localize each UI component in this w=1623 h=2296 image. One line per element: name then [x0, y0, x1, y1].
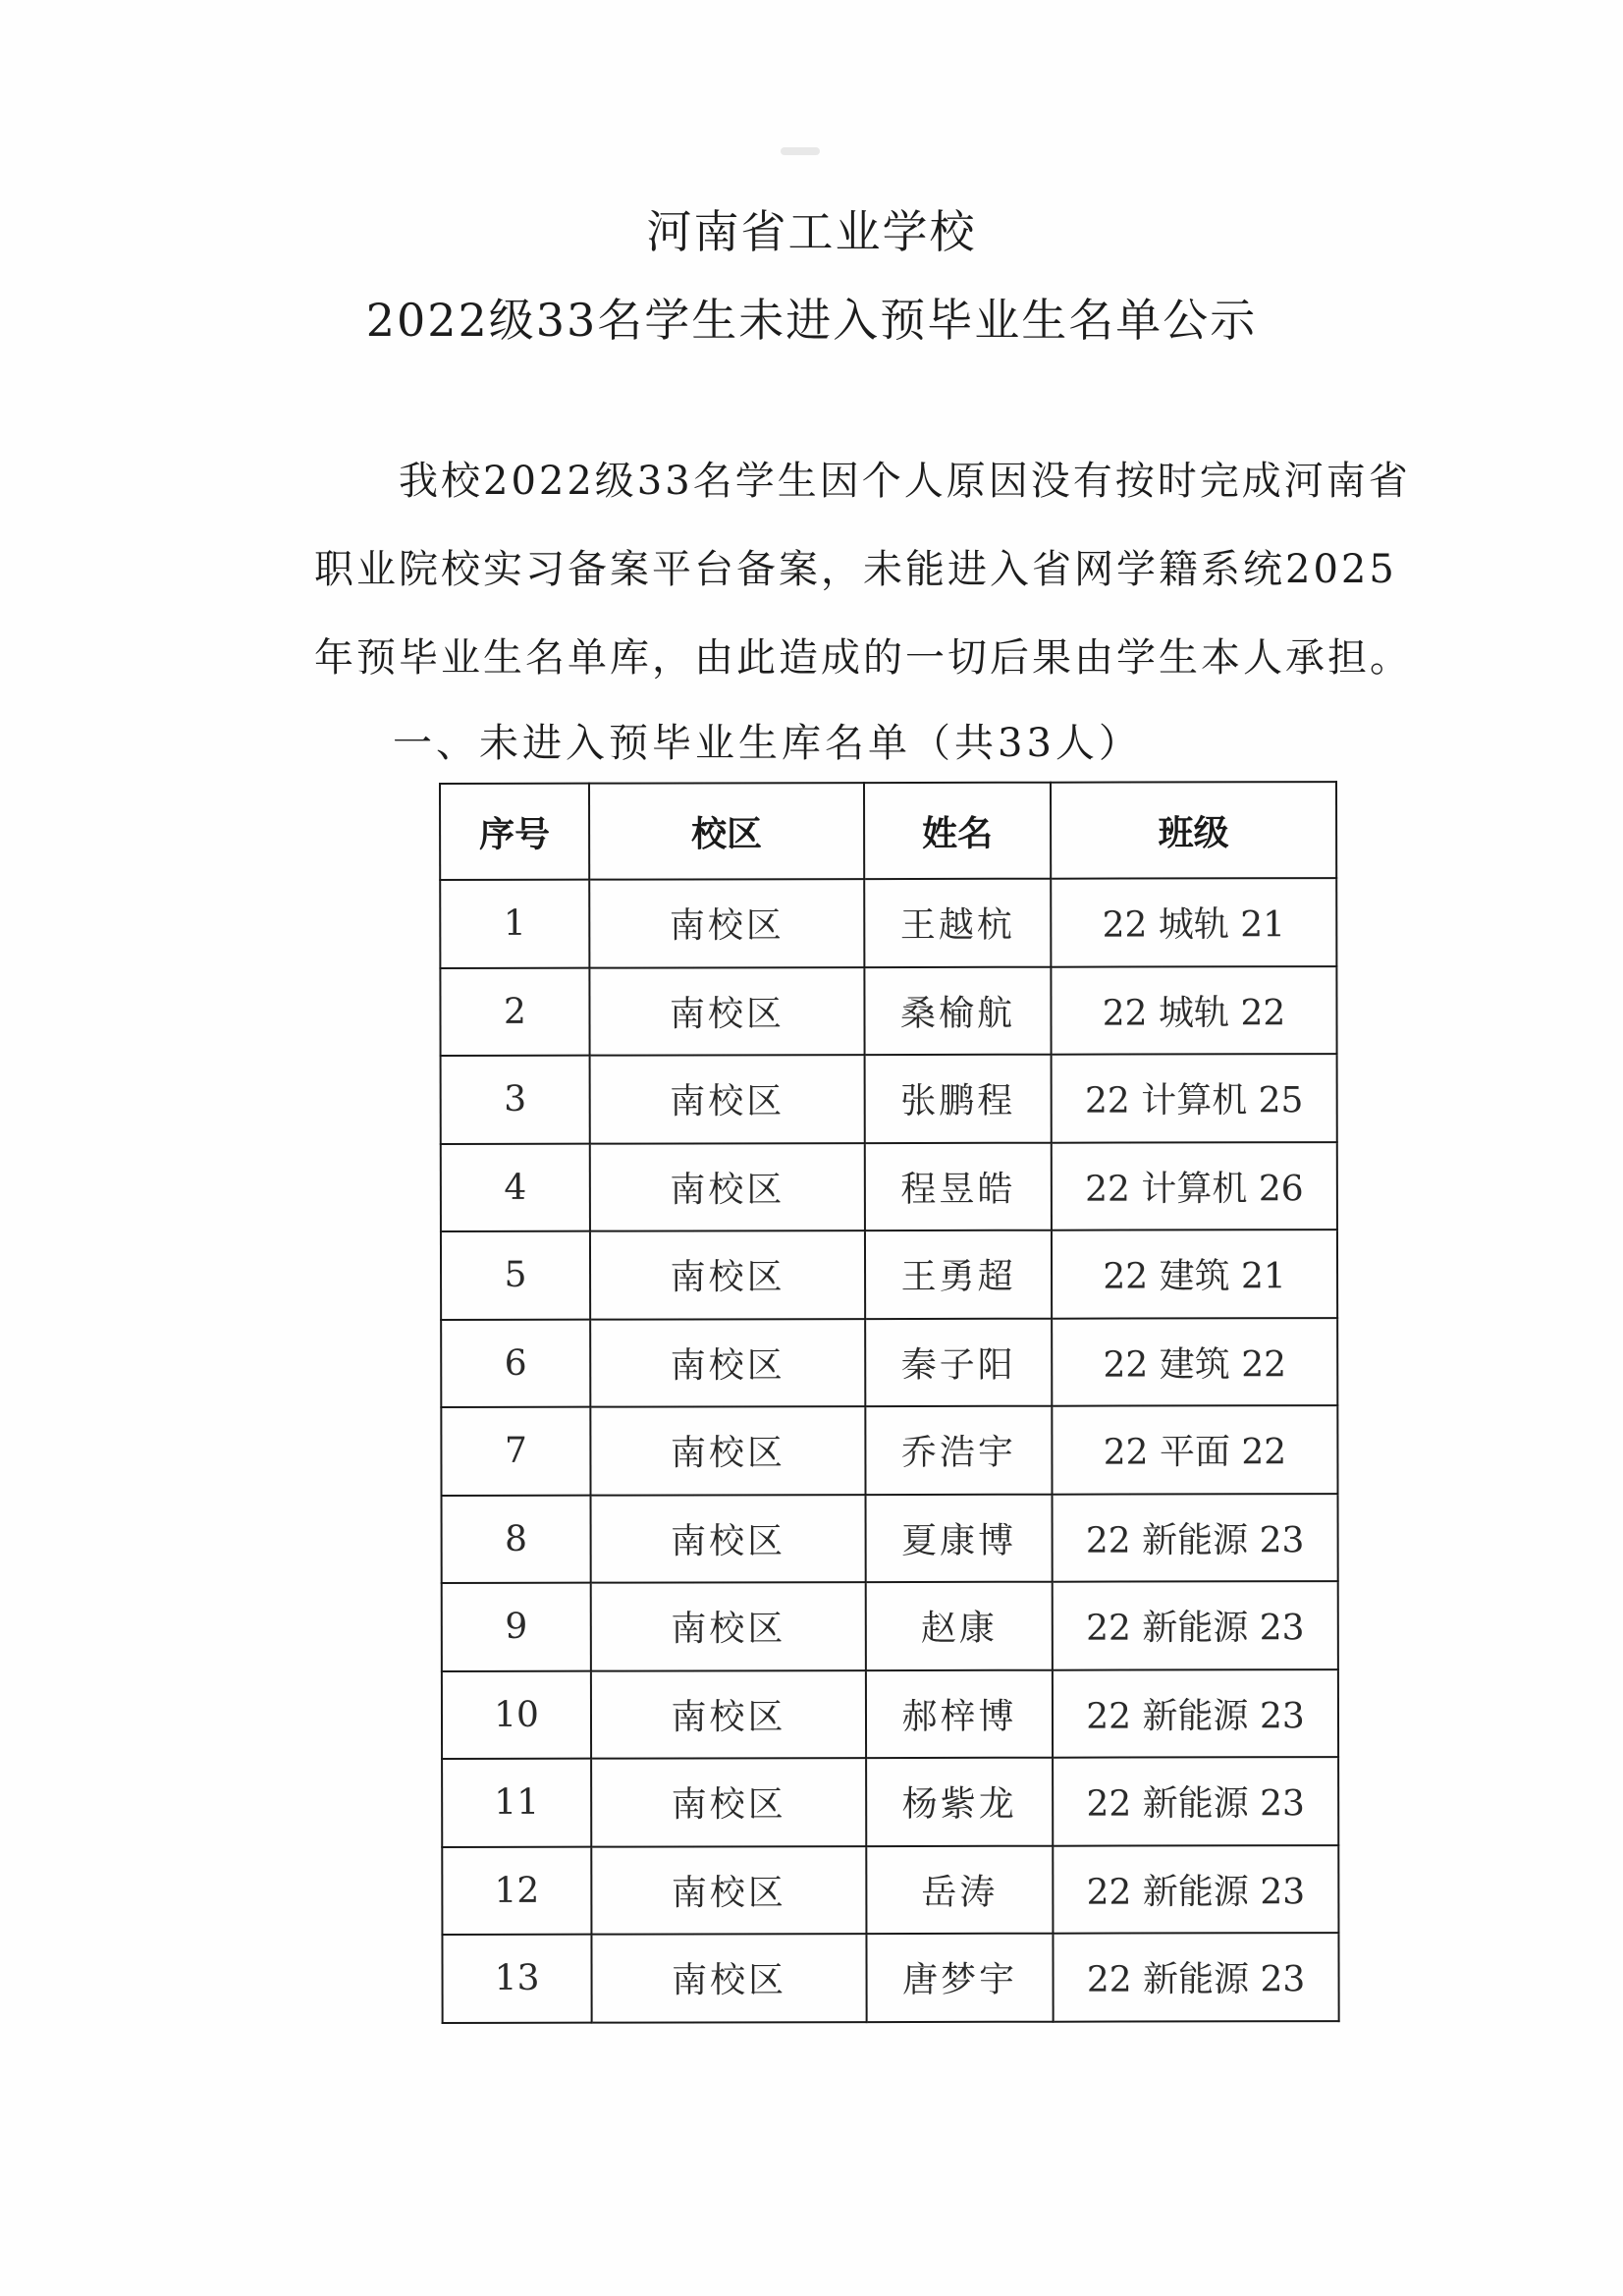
cell-index: 7	[441, 1407, 590, 1496]
cell-class: 22 城轨 21	[1051, 878, 1336, 966]
table-row	[442, 1933, 1338, 2022]
table-row	[441, 1318, 1337, 1407]
cell-class: 22 新能源 23	[1053, 1669, 1338, 1758]
cell-name: 秦子阳	[865, 1318, 1052, 1406]
cell-index: 12	[442, 1846, 591, 1935]
cell-class: 22 新能源 23	[1053, 1494, 1338, 1582]
cell-campus: 南校区	[589, 879, 864, 967]
cell-class: 22 新能源 23	[1053, 1581, 1338, 1669]
cell-index: 2	[440, 967, 589, 1056]
header-index: 序号	[440, 784, 589, 880]
cell-index: 5	[441, 1231, 590, 1320]
cell-campus: 南校区	[591, 1846, 866, 1935]
cell-class: 22 新能源 23	[1053, 1757, 1338, 1845]
cell-index: 11	[442, 1759, 591, 1847]
cell-campus: 南校区	[590, 1319, 865, 1407]
table-row	[441, 1405, 1337, 1495]
section-heading: 一、未进入预毕业生库名单（共33人）	[393, 721, 1142, 766]
cell-class: 22 计算机 25	[1052, 1054, 1337, 1142]
scan-smudge	[781, 147, 820, 155]
cell-class: 22 城轨 22	[1051, 966, 1336, 1055]
document-title-line1: 河南省工业学校	[646, 205, 977, 258]
cell-index: 10	[442, 1670, 591, 1759]
cell-name: 王越杭	[864, 879, 1051, 967]
cell-index: 9	[442, 1583, 591, 1671]
cell-campus: 南校区	[590, 1143, 865, 1231]
cell-name: 郝梓博	[866, 1669, 1053, 1758]
cell-campus: 南校区	[591, 1934, 866, 2022]
table-row	[442, 1494, 1338, 1583]
cell-class: 22 新能源 23	[1053, 1933, 1338, 2021]
cell-name: 张鹏程	[865, 1055, 1052, 1143]
paragraph-line3: 年预毕业生名单库，由此造成的一切后果由学生本人承担。	[314, 635, 1412, 681]
cell-name: 程昱皓	[865, 1142, 1052, 1230]
cell-campus: 南校区	[590, 1230, 865, 1319]
cell-campus: 南校区	[590, 1055, 865, 1143]
cell-index: 6	[441, 1319, 590, 1407]
cell-index: 1	[440, 880, 589, 968]
cell-class: 22 计算机 26	[1052, 1142, 1337, 1230]
cell-campus: 南校区	[591, 1670, 866, 1759]
cell-campus: 南校区	[591, 1758, 866, 1846]
cell-name: 唐梦宇	[866, 1934, 1053, 2022]
table-row	[442, 1845, 1338, 1935]
table-row	[442, 1669, 1338, 1759]
paragraph-line1	[314, 437, 1453, 525]
cell-name: 桑榆航	[864, 966, 1051, 1055]
cell-campus: 南校区	[591, 1582, 866, 1670]
cell-name: 乔浩宇	[865, 1406, 1052, 1495]
header-class: 班级	[1051, 782, 1336, 879]
table-header-row	[440, 782, 1336, 880]
cell-index: 4	[441, 1143, 590, 1231]
cell-class: 22 新能源 23	[1053, 1845, 1338, 1934]
table-row	[441, 1054, 1337, 1143]
cell-index: 8	[442, 1495, 591, 1583]
cell-name: 王勇超	[865, 1230, 1052, 1319]
cell-class: 22 建筑 21	[1052, 1230, 1337, 1318]
header-name: 姓名	[864, 783, 1051, 879]
cell-campus: 南校区	[590, 1406, 865, 1495]
cell-campus: 南校区	[591, 1495, 866, 1583]
table-row	[442, 1581, 1338, 1670]
cell-name: 杨紫龙	[866, 1758, 1053, 1846]
header-campus: 校区	[589, 783, 864, 880]
cell-name: 岳涛	[866, 1845, 1053, 1934]
cell-name: 夏康博	[866, 1494, 1053, 1582]
table-row	[440, 966, 1336, 1056]
paragraph-line1-text: 我校2022级33名学生因个人原因没有按时完成河南省	[399, 459, 1411, 504]
table-row	[440, 878, 1336, 967]
cell-class: 22 建筑 22	[1052, 1318, 1337, 1406]
table-row	[441, 1142, 1337, 1231]
table-row	[442, 1757, 1338, 1846]
cell-index: 3	[441, 1056, 590, 1144]
cell-class: 22 平面 22	[1052, 1405, 1337, 1494]
table-row	[441, 1230, 1337, 1319]
document-title-line2: 2022级33名学生未进入预毕业生名单公示	[365, 294, 1258, 347]
paragraph-line2: 职业院校实习备案平台备案，未能进入省网学籍系统2025	[314, 547, 1397, 592]
cell-name: 赵康	[866, 1582, 1053, 1670]
cell-index: 13	[442, 1935, 591, 2023]
student-table	[439, 781, 1340, 2023]
cell-campus: 南校区	[589, 967, 864, 1056]
